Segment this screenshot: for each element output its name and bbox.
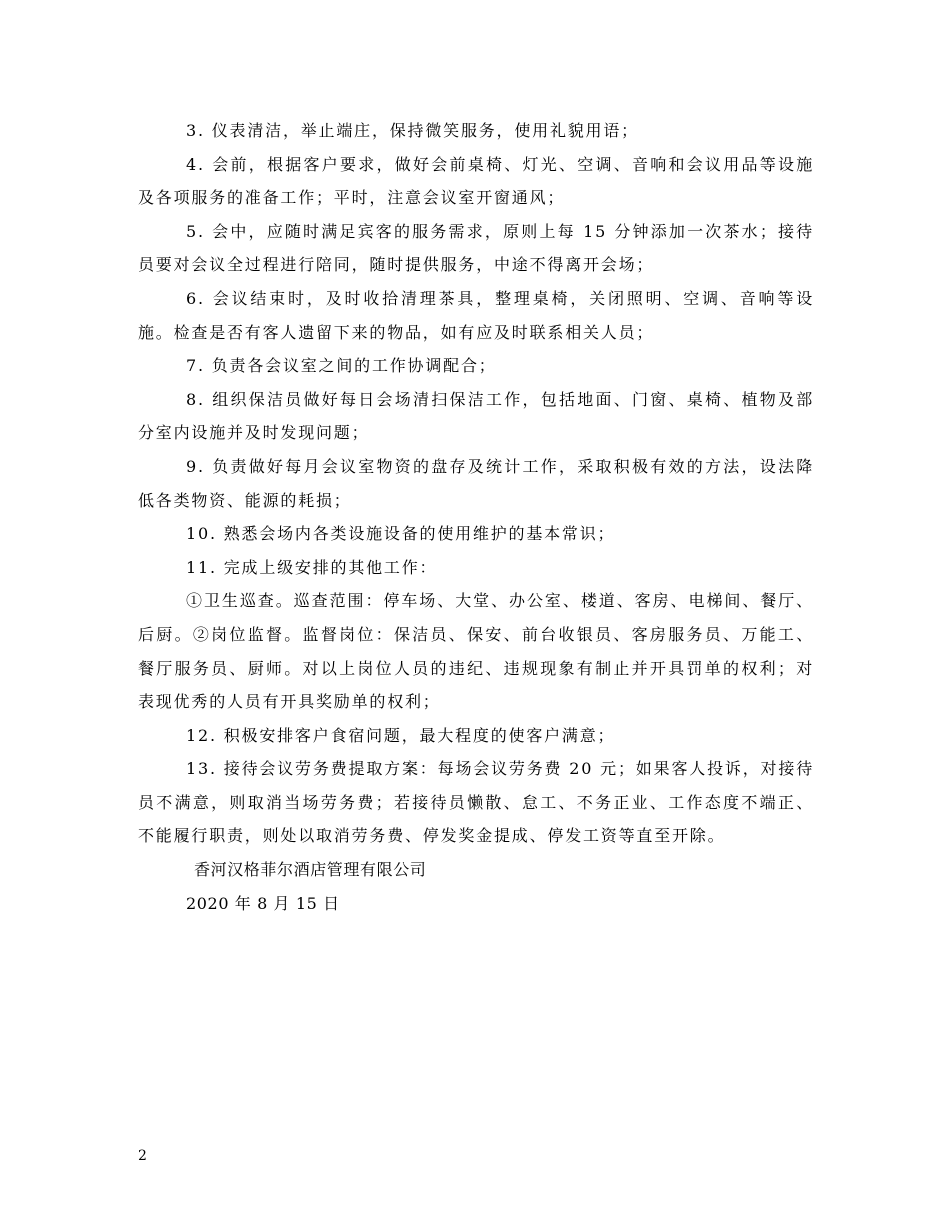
paragraph-item-3: 3. 仪表清洁，举止端庄，保持微笑服务，使用礼貌用语； bbox=[186, 121, 639, 140]
paragraph-item-13: 13. 接待会议劳务费提取方案：每场会议劳务费 20 元；如果客人投诉，对接待员不满意，则取消当场劳务费；若接待员懒散、怠工、不务正业、工作态度不端正、不能履行职责，则处以取消劳务费、停发奖金提成、停发工资等直至开除。 bbox=[138, 759, 814, 846]
paragraph-item-6: 6. 会议结束时，及时收拾清理茶具，整理桌椅，关闭照明、空调、音响等设施。检查是否有客人遗留下来的物品，如有应及时联系相关人员； bbox=[138, 288, 814, 342]
paragraph-item-11: 11. 完成上级安排的其他工作： bbox=[186, 557, 438, 577]
paragraph-item-4: 4. 会前，根据客户要求，做好会前桌椅、灯光、空调、音响和会议用品等设施及各项服务的准备工作；平时，注意会议室开窗通风； bbox=[138, 154, 814, 208]
paragraph-item-8: 8. 组织保洁员做好每日会场清扫保洁工作，包括地面、门窗、桌椅、植物及部分室内设施并及时发现问题； bbox=[138, 389, 814, 443]
page-number: 2 bbox=[138, 1148, 147, 1164]
paragraph-item-10: 10. 熟悉会场内各类设施设备的使用维护的基本常识； bbox=[186, 524, 616, 544]
paragraph-item-11-details: ①卫生巡查。巡查范围：停车场、大堂、办公室、楼道、客房、电梯间、餐厅、后厨。②岗位监督。监督岗位：保洁员、保安、前台收银员、客房服务员、万能工、餐厅服务员、厨师。对以上岗位人员的违纪、违规现象有制止并开具罚单的权利；对表现优秀的人员有开具奖励单的权利； bbox=[138, 591, 814, 712]
document-body bbox=[138, 114, 814, 920]
paragraph-item-7: 7. 负责各会议室之间的工作协调配合； bbox=[186, 356, 497, 376]
paragraph-item-9: 9. 负责做好每月会议室物资的盘存及统计工作，采取积极有效的方法，设法降低各类物资、能源的耗损； bbox=[138, 456, 814, 510]
company-name: 香河汉格菲尔酒店管理有限公司 bbox=[194, 860, 427, 880]
paragraph-item-12: 12. 积极安排客户食宿问题，最大程度的使客户满意； bbox=[186, 725, 616, 745]
paragraph-item-5: 5. 会中，应随时满足宾客的服务需求，原则上每 15 分钟添加一次茶水；接待员要对会议全过程进行陪同，随时提供服务，中途不得离开会场； bbox=[138, 221, 814, 275]
document-date: 2020 年 8 月 15 日 bbox=[186, 893, 340, 913]
